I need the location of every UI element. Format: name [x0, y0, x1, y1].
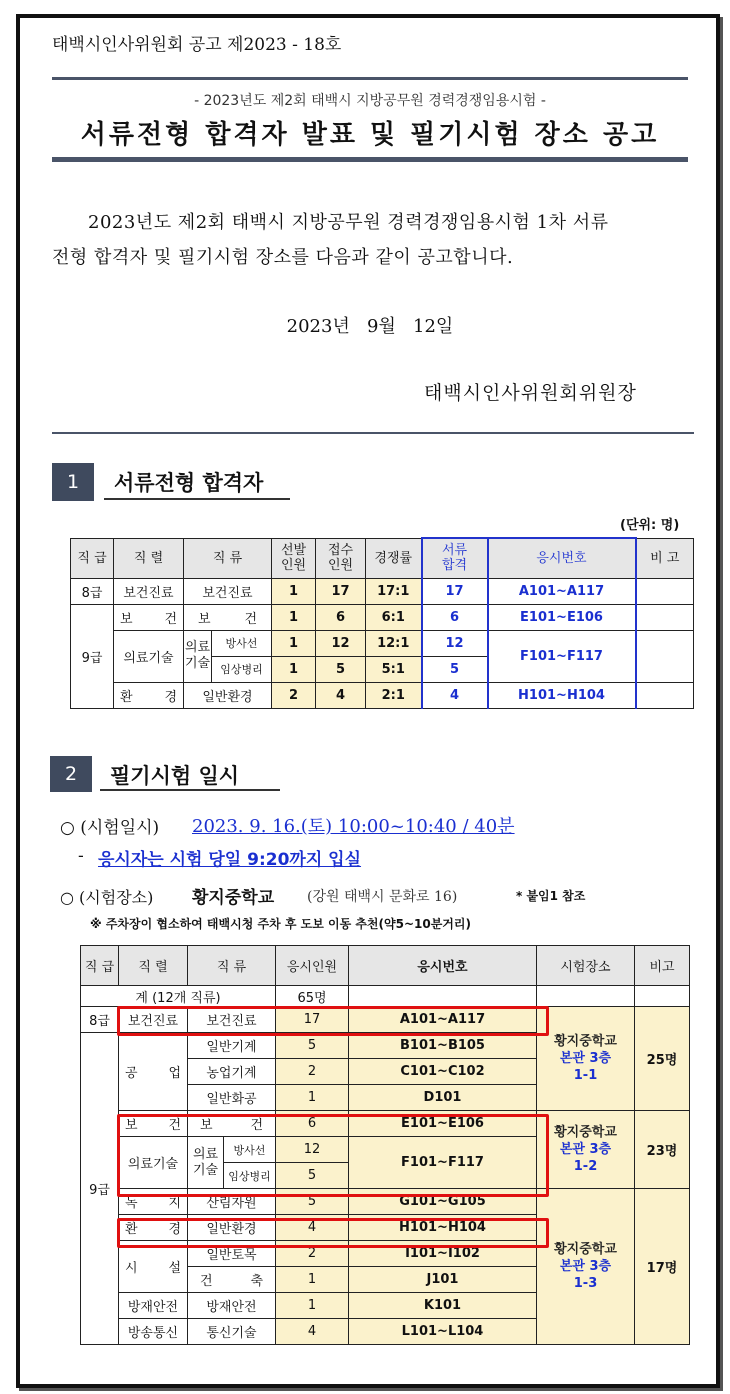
applied-cell: 6 — [316, 604, 366, 630]
header-class: 직 류 — [188, 946, 276, 986]
ratio-cell: 17:1 — [366, 578, 422, 604]
exam-no-cell: H101~H104 — [349, 1215, 537, 1241]
series-cell: 녹 지 — [119, 1189, 188, 1215]
page-title: 서류전형 합격자 발표 및 필기시험 장소 공고 — [80, 120, 660, 150]
highlight-box-bojin — [117, 1006, 549, 1036]
count-cell: 1 — [276, 1085, 349, 1111]
exam-no-cell: D101 — [349, 1085, 537, 1111]
parking-note: ※ 주차장이 협소하여 태백시청 주차 후 도보 이동 추천(약5~10분거리) — [90, 917, 471, 931]
note-cell — [636, 630, 694, 682]
exam-place-address: (강원 태백시 문화로 16) — [307, 889, 458, 905]
class-cell: 방재안전 — [188, 1293, 276, 1319]
count-cell: 6 — [276, 1111, 349, 1137]
attachment-note: * 붙임1 참조 — [516, 889, 586, 903]
ratio-cell: 12:1 — [366, 630, 422, 656]
count-cell: 2 — [276, 1241, 349, 1267]
exam-no-cell: F101~F117 — [349, 1137, 537, 1189]
grade-cell: 9급 — [71, 604, 114, 708]
header-exam-no: 응시번호 — [488, 538, 636, 578]
applied-cell: 5 — [316, 656, 366, 682]
header-exam-no: 응시번호 — [349, 946, 537, 986]
subtitle: - 2023년도 제2회 태백시 지방공무원 경력경쟁임용시험 - — [194, 93, 546, 109]
note-cell — [636, 604, 694, 630]
passed-cell: 12 — [422, 630, 488, 656]
header-passed: 서류 합격 — [422, 538, 488, 578]
selected-cell: 1 — [272, 604, 316, 630]
unit-label: (단위: 명) — [620, 518, 680, 533]
class-sub-cell: 임상병리 — [224, 1163, 276, 1189]
applied-cell: 12 — [316, 630, 366, 656]
exam-date-label: ○ (시험일시) — [60, 818, 160, 838]
grade-cell: 8급 — [81, 1007, 119, 1033]
exam-no-cell: C101~C102 — [349, 1059, 537, 1085]
class-sub-cell: 임상병리 — [212, 656, 272, 682]
count-cell: 17 — [276, 1007, 349, 1033]
class-cell: 보건진료 — [184, 578, 272, 604]
table-header-row — [81, 946, 690, 986]
exam-no-cell: K101 — [349, 1293, 537, 1319]
class-cell: 일반화공 — [188, 1085, 276, 1111]
highlight-box-bogeon-uiryo — [117, 1114, 549, 1197]
series-cell: 시 설 — [119, 1241, 188, 1293]
exam-no-cell: A101~A117 — [349, 1007, 537, 1033]
exam-no-cell: E101~E106 — [488, 604, 636, 630]
exam-no-cell: F101~F117 — [488, 630, 636, 682]
signer: 태백시인사위원회위원장 — [424, 382, 637, 404]
series-cell: 보건진료 — [119, 1007, 188, 1033]
arrival-note: 응시자는 시험 당일 9:20까지 입실 — [98, 850, 362, 870]
class-sub-cell: 방사선 — [212, 630, 272, 656]
section-1-number: 1 — [52, 463, 94, 501]
grade-cell: 9급 — [81, 1033, 119, 1345]
selected-cell: 1 — [272, 630, 316, 656]
exam-no-cell: L101~L104 — [349, 1319, 537, 1345]
applied-cell: 4 — [316, 682, 366, 708]
table-row — [71, 604, 694, 630]
count-cell: 12 — [276, 1137, 349, 1163]
paragraph-line-1: 2023년도 제2회 태백시 지방공무원 경력경쟁임용시험 1차 서류 — [88, 212, 609, 233]
grade-cell: 8급 — [71, 578, 114, 604]
total-note — [635, 986, 690, 1007]
ratio-cell: 5:1 — [366, 656, 422, 682]
header-count: 응시인원 — [276, 946, 349, 986]
series-cell: 보건진료 — [114, 578, 184, 604]
class-cell: 보 건 — [184, 604, 272, 630]
exam-place-label: ○ (시험장소) — [60, 888, 154, 907]
exam-no-cell: E101~E106 — [349, 1111, 537, 1137]
selected-cell: 1 — [272, 578, 316, 604]
notice-date: 2023년 9월 12일 — [286, 316, 454, 337]
passed-cell: 17 — [422, 578, 488, 604]
class-cell: 일반환경 — [188, 1215, 276, 1241]
place-cell-3: 황지중학교 본관 3층 1-3 — [537, 1189, 635, 1345]
count-cell: 4 — [276, 1215, 349, 1241]
class-cell: 통신기술 — [188, 1319, 276, 1345]
total-place — [537, 986, 635, 1007]
place-total-2: 23명 — [635, 1111, 690, 1189]
header-applied: 접수 인원 — [316, 538, 366, 578]
header-place: 시험장소 — [537, 946, 635, 986]
series-cell: 환 경 — [114, 682, 184, 708]
class-cell: 보건진료 — [188, 1007, 276, 1033]
series-cell: 보 건 — [114, 604, 184, 630]
arrival-dash: - — [78, 846, 84, 866]
class-cell: 일반토목 — [188, 1241, 276, 1267]
ratio-cell: 6:1 — [366, 604, 422, 630]
exam-no-cell: A101~A117 — [488, 578, 636, 604]
header-series: 직 렬 — [119, 946, 188, 986]
count-cell: 1 — [276, 1267, 349, 1293]
header-note: 비 고 — [636, 538, 694, 578]
class-cell: 일반기계 — [188, 1033, 276, 1059]
table-header-row — [71, 538, 694, 578]
count-cell: 5 — [276, 1189, 349, 1215]
count-cell: 2 — [276, 1059, 349, 1085]
highlight-box-hwangyeong — [117, 1218, 549, 1248]
exam-no-cell: B101~B105 — [349, 1033, 537, 1059]
table-row — [71, 578, 694, 604]
header-ratio: 경쟁률 — [366, 538, 422, 578]
section-1-underline — [104, 498, 290, 500]
class-cell: 농업기계 — [188, 1059, 276, 1085]
header-note: 비고 — [635, 946, 690, 986]
exam-no-cell: G101~G105 — [349, 1189, 537, 1215]
exam-no-cell: I101~I102 — [349, 1241, 537, 1267]
count-cell: 4 — [276, 1319, 349, 1345]
title-rule-bottom — [52, 157, 688, 162]
total-exam-no — [349, 986, 537, 1007]
place-cell-2: 황지중학교 본관 3층 1-2 — [537, 1111, 635, 1189]
header-series: 직 렬 — [114, 538, 184, 578]
title-rule-top — [52, 77, 688, 80]
body-divider — [52, 432, 694, 434]
header-grade: 직 급 — [71, 538, 114, 578]
header-selected: 선발 인원 — [272, 538, 316, 578]
total-row — [81, 986, 690, 1007]
series-cell: 공 업 — [119, 1033, 188, 1111]
header-class: 직 류 — [184, 538, 272, 578]
series-cell: 환 경 — [119, 1215, 188, 1241]
section-2-underline — [100, 789, 280, 791]
passed-cell: 6 — [422, 604, 488, 630]
note-cell — [636, 682, 694, 708]
class-group-cell: 의료 기술 — [188, 1137, 224, 1189]
class-cell: 건 축 — [188, 1267, 276, 1293]
section-2-title: 필기시험 일시 — [110, 764, 240, 788]
notice-number: 태백시인사위원회 공고 제2023 - 18호 — [52, 35, 342, 55]
class-cell: 산림자원 — [188, 1189, 276, 1215]
section-1-title: 서류전형 합격자 — [114, 471, 264, 495]
passed-cell: 5 — [422, 656, 488, 682]
count-cell: 5 — [276, 1163, 349, 1189]
note-cell — [636, 578, 694, 604]
paragraph-line-2: 전형 합격자 및 필기시험 장소를 다음과 같이 공고합니다. — [52, 247, 514, 268]
class-sub-cell: 방사선 — [224, 1137, 276, 1163]
passed-cell: 4 — [422, 682, 488, 708]
applied-cell: 17 — [316, 578, 366, 604]
selected-cell: 1 — [272, 656, 316, 682]
place-total-1: 25명 — [635, 1007, 690, 1111]
series-cell: 방송통신 — [119, 1319, 188, 1345]
class-group-cell: 의료 기술 — [184, 630, 212, 682]
total-label: 계 (12개 직류) — [81, 986, 276, 1007]
table-row — [71, 682, 694, 708]
place-total-3: 17명 — [635, 1189, 690, 1345]
count-cell: 5 — [276, 1033, 349, 1059]
exam-date-value: 2023. 9. 16.(토) 10:00~10:40 / 40분 — [192, 816, 515, 837]
header-grade: 직 급 — [81, 946, 119, 986]
exam-place-name: 황지중학교 — [192, 888, 275, 908]
place-cell-1: 황지중학교 본관 3층 1-1 — [537, 1007, 635, 1111]
table-row — [71, 630, 694, 656]
series-cell: 의료기술 — [119, 1137, 188, 1189]
section-2-number: 2 — [50, 756, 92, 792]
class-cell: 일반환경 — [184, 682, 272, 708]
exam-no-cell: J101 — [349, 1267, 537, 1293]
series-cell: 방재안전 — [119, 1293, 188, 1319]
ratio-cell: 2:1 — [366, 682, 422, 708]
total-count: 65명 — [276, 986, 349, 1007]
series-cell: 보 건 — [119, 1111, 188, 1137]
exam-no-cell: H101~H104 — [488, 682, 636, 708]
class-cell: 보 건 — [188, 1111, 276, 1137]
table-document-pass — [70, 537, 694, 709]
selected-cell: 2 — [272, 682, 316, 708]
count-cell: 1 — [276, 1293, 349, 1319]
series-cell: 의료기술 — [114, 630, 184, 682]
